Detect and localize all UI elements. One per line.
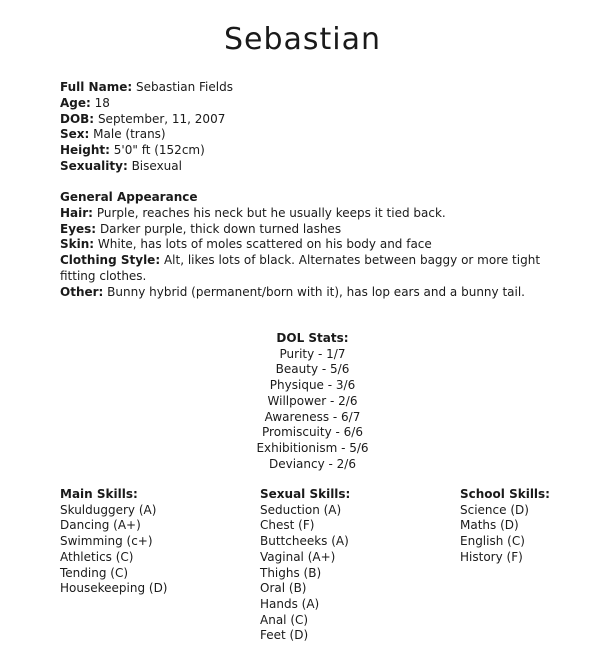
skill-item: Science (D)	[460, 502, 529, 517]
appearance-label: Hair:	[60, 205, 93, 220]
appearance-label: Eyes:	[60, 221, 97, 236]
info-value: September, 11, 2007	[97, 111, 226, 126]
skill-item: Chest (F)	[260, 518, 315, 533]
main-skills-column	[60, 487, 250, 597]
info-line-sexuality	[60, 159, 560, 175]
sexual-skills-heading: Sexual Skills:	[260, 487, 351, 501]
school-skills-list	[460, 503, 600, 566]
page-title: Sebastian	[223, 22, 382, 57]
main-skills-list	[60, 503, 250, 597]
appearance-line-hair	[60, 206, 560, 222]
skill-item: English (C)	[460, 534, 525, 549]
stat-line: Willpower - 2/6	[267, 393, 358, 408]
info-line-age	[60, 96, 560, 112]
skill-item: Swimming (c+)	[60, 534, 153, 549]
appearance-value: Bunny hybrid (permanent/born with it), has lop ears and a bunny tail.	[107, 284, 525, 299]
sexual-skills-column	[260, 487, 450, 644]
skill-item: Anal (C)	[260, 612, 309, 627]
appearance-label: Clothing Style:	[60, 253, 161, 268]
skill-item: Hands (A)	[260, 596, 320, 611]
school-skills-heading: School Skills:	[460, 487, 550, 501]
appearance-value: White, has lots of moles scattered on his body and face	[97, 237, 432, 252]
info-value: 5'0" ft (152cm)	[113, 143, 205, 158]
info-label: Age:	[60, 95, 91, 110]
info-value: 18	[94, 95, 110, 110]
info-line-height	[60, 143, 560, 159]
appearance-value: Alt, likes lots of black. Alternates between baggy or more tight fitting clothes.	[60, 253, 541, 283]
main-skills-heading: Main Skills:	[60, 487, 138, 501]
appearance-value: Purple, reaches his neck but he usually keeps it tied back.	[96, 205, 446, 220]
appearance-line-skin	[60, 237, 560, 253]
stat-line: Physique - 3/6	[269, 378, 356, 393]
skill-item: Tending (C)	[60, 565, 129, 580]
stat-line: Beauty - 5/6	[275, 362, 350, 377]
dol-stats-section	[0, 331, 605, 472]
school-skills-column	[460, 487, 600, 566]
info-line-sex	[60, 127, 560, 143]
skill-item: Athletics (C)	[60, 549, 134, 564]
skill-item: Housekeeping (D)	[60, 581, 168, 596]
skill-item: Skulduggery (A)	[60, 502, 157, 517]
stat-line: Deviancy - 2/6	[269, 456, 356, 471]
skill-item: Dancing (A+)	[60, 518, 141, 533]
appearance-label: Other:	[60, 284, 104, 299]
skill-item: Feet (D)	[260, 628, 309, 643]
stat-line: Promiscuity - 6/6	[262, 425, 363, 440]
info-line-dob	[60, 112, 560, 128]
skill-item: History (F)	[460, 549, 523, 564]
info-label: Sexuality:	[60, 158, 128, 173]
skill-item: Oral (B)	[260, 581, 307, 596]
info-label: Full Name:	[60, 80, 133, 94]
skill-item: Seduction (A)	[260, 502, 342, 517]
stat-line: Exhibitionism - 5/6	[256, 440, 369, 455]
info-label: DOB:	[60, 111, 95, 126]
appearance-section	[60, 190, 560, 301]
appearance-label: Skin:	[60, 237, 95, 252]
skill-item: Buttcheeks (A)	[260, 534, 349, 549]
stat-line: Purity - 1/7	[279, 346, 346, 361]
info-label: Height:	[60, 143, 110, 158]
appearance-line-eyes	[60, 222, 560, 238]
info-value: Sebastian Fields	[135, 80, 233, 94]
skill-item: Vaginal (A+)	[260, 549, 336, 564]
skill-item: Thighs (B)	[260, 565, 322, 580]
appearance-heading: General Appearance	[60, 190, 198, 204]
info-label: Sex:	[60, 127, 90, 142]
info-value: Bisexual	[131, 158, 182, 173]
stat-line: Awareness - 6/7	[264, 409, 361, 424]
appearance-value: Darker purple, thick down turned lashes	[99, 221, 342, 236]
info-value: Male (trans)	[93, 127, 166, 142]
info-line-full-name	[60, 80, 560, 96]
basic-info-section	[60, 80, 560, 175]
appearance-line-other	[60, 285, 560, 301]
skill-item: Maths (D)	[460, 518, 519, 533]
sexual-skills-list	[260, 503, 450, 644]
dol-stats-heading: DOL Stats:	[276, 331, 349, 345]
appearance-line-clothing	[60, 253, 560, 285]
